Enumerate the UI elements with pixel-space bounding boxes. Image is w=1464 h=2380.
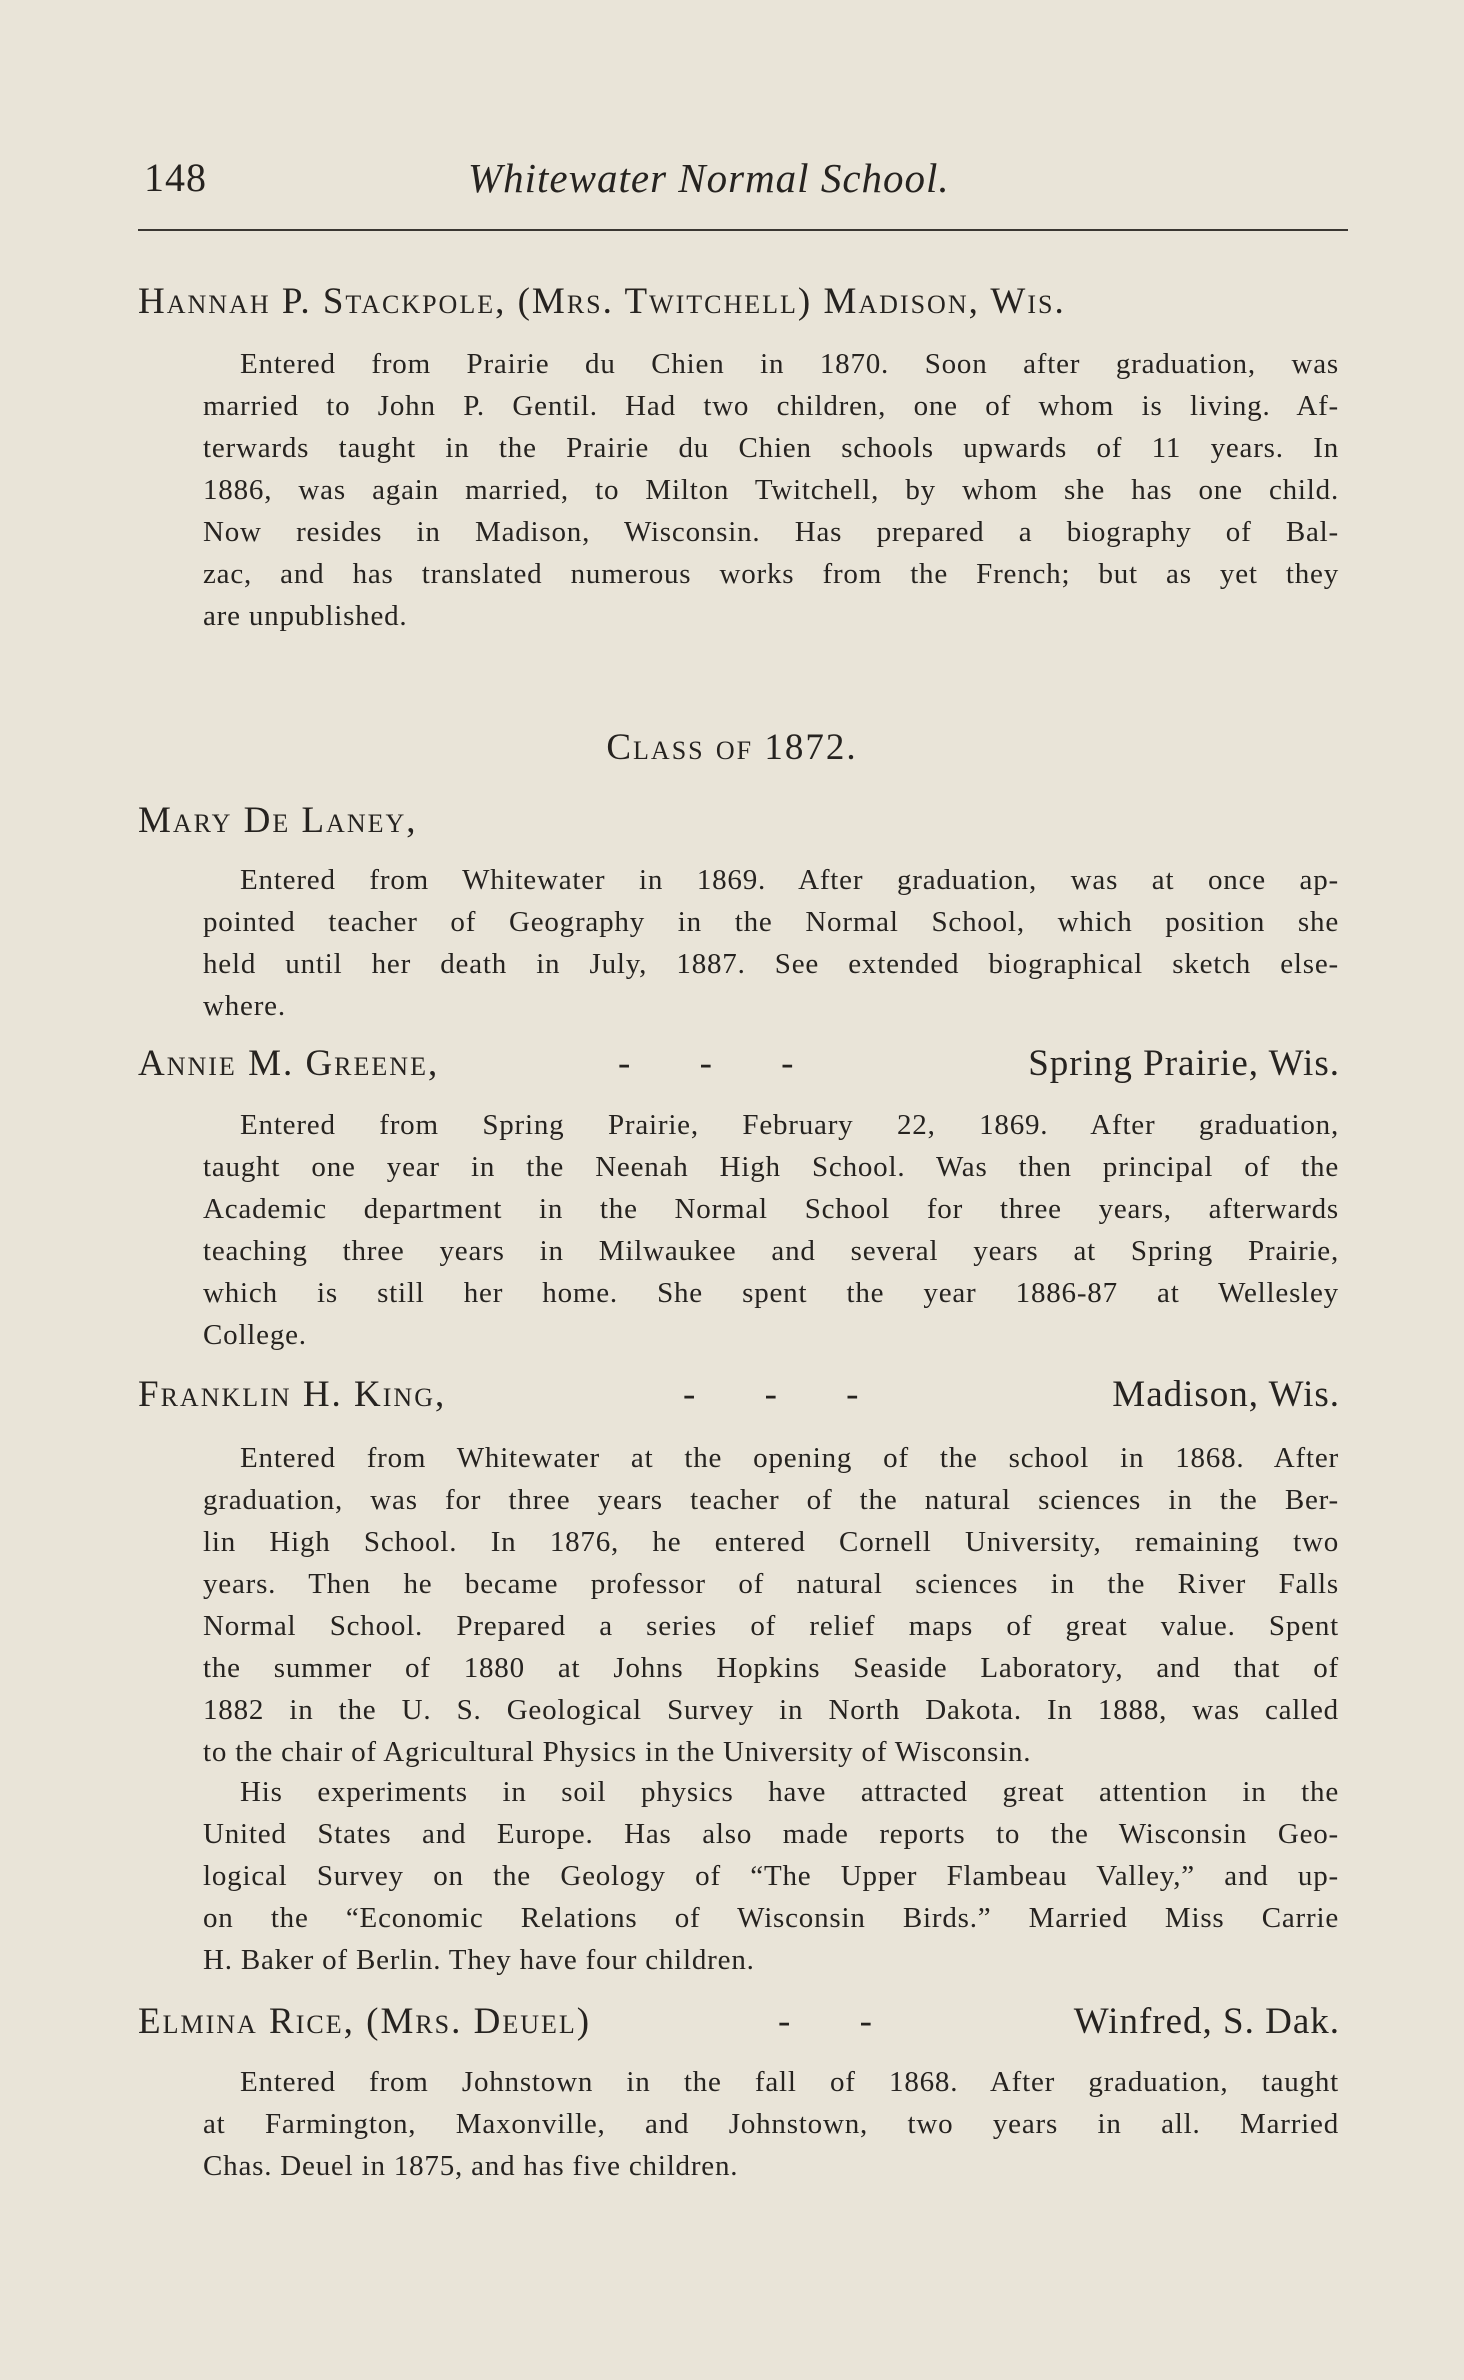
entry-name: Hannah P. Stackpole, (Mrs. Twitchell) Madison, Wis. — [138, 281, 1066, 322]
entry-paragraph-king — [203, 1437, 1339, 1773]
paragraph-line: College. — [203, 1319, 307, 1351]
paragraph-line: Entered from Whitewater at the opening of the school in 1868. After — [240, 1442, 1339, 1474]
entry-paragraph-de-laney — [203, 859, 1339, 1027]
paragraph-line: His experiments in soil physics have attracted great attention in the — [240, 1776, 1339, 1808]
entry-place: Madison, Wis. — [1112, 1374, 1340, 1415]
entry-heading-greene — [138, 1042, 1340, 1094]
page-number: 148 — [144, 155, 207, 200]
entry-name: Franklin H. King, — [138, 1374, 447, 1415]
paragraph-line: Chas. Deuel in 1875, and has five children. — [203, 2150, 739, 2182]
entry-name: Mary De Laney, — [138, 800, 418, 841]
entry-name: Elmina Rice, (Mrs. Deuel) — [138, 2001, 592, 2042]
paragraph-line: Entered from Whitewater in 1869. After graduation, was at once ap- — [240, 864, 1339, 896]
paragraph-line: years. Then he became professor of natural sciences in the River Falls — [203, 1568, 1339, 1600]
entry-paragraph-greene — [203, 1104, 1339, 1356]
paragraph-line: 1886, was again married, to Milton Twitchell, by whom she has one child. — [203, 474, 1339, 506]
paragraph-line: married to John P. Gentil. Had two children, one of whom is living. Af- — [203, 390, 1339, 422]
entry-paragraph-king-2 — [203, 1771, 1339, 1981]
paragraph-line: taught one year in the Neenah High School. Was then principal of the — [203, 1151, 1339, 1183]
paragraph-line: Now resides in Madison, Wisconsin. Has prepared a biography of Bal- — [203, 516, 1339, 548]
running-head — [138, 150, 1348, 210]
paragraph-line: logical Survey on the Geology of “The Upper Flambeau Valley,” and up- — [203, 1860, 1339, 1892]
paragraph-line: the summer of 1880 at Johns Hopkins Seaside Laboratory, and that of — [203, 1652, 1339, 1684]
entry-dashes: - - - — [683, 1374, 861, 1415]
paragraph-line: held until her death in July, 1887. See extended biographical sketch else- — [203, 948, 1339, 980]
head-rule — [138, 229, 1348, 231]
paragraph-line: terwards taught in the Prairie du Chien schools upwards of 11 years. In — [203, 432, 1339, 464]
paragraph-line: zac, and has translated numerous works from the French; but as yet they — [203, 558, 1339, 590]
paragraph-line: Normal School. Prepared a series of relief maps of great value. Spent — [203, 1610, 1339, 1642]
entry-place: Spring Prairie, Wis. — [1028, 1043, 1340, 1084]
paragraph-line: Academic department in the Normal School for three years, afterwards — [203, 1193, 1339, 1225]
paragraph-line: to the chair of Agricultural Physics in the University of Wisconsin. — [203, 1736, 1032, 1768]
entry-heading-king — [138, 1373, 1340, 1425]
class-heading: Class of 1872. — [606, 727, 858, 768]
paragraph-line: lin High School. In 1876, he entered Cornell University, remaining two — [203, 1526, 1339, 1558]
paragraph-line: Entered from Prairie du Chien in 1870. Soon after graduation, was — [240, 348, 1339, 380]
running-title: Whitewater Normal School. — [468, 155, 950, 201]
entry-heading-rice — [138, 2000, 1340, 2052]
paragraph-line: teaching three years in Milwaukee and several years at Spring Prairie, — [203, 1235, 1339, 1267]
paragraph-line: H. Baker of Berlin. They have four children. — [203, 1944, 755, 1976]
entry-paragraph-rice — [203, 2061, 1339, 2187]
paragraph-line: pointed teacher of Geography in the Normal School, which position she — [203, 906, 1339, 938]
entry-heading-de-laney — [138, 799, 1340, 851]
paragraph-line: at Farmington, Maxonville, and Johnstown, two years in all. Married — [203, 2108, 1339, 2140]
entry-heading-stackpole — [138, 280, 1340, 332]
paragraph-line: Entered from Spring Prairie, February 22, 1869. After graduation, — [240, 1109, 1339, 1141]
entry-dashes: - - - — [618, 1043, 796, 1084]
paragraph-line: where. — [203, 990, 286, 1022]
entry-name: Annie M. Greene, — [138, 1043, 440, 1084]
paragraph-line: are unpublished. — [203, 600, 408, 632]
paragraph-line: 1882 in the U. S. Geological Survey in North Dakota. In 1888, was called — [203, 1694, 1339, 1726]
entry-dashes: - - — [778, 2001, 874, 2042]
paragraph-line: on the “Economic Relations of Wisconsin Birds.” Married Miss Carrie — [203, 1902, 1339, 1934]
entry-paragraph-stackpole — [203, 343, 1339, 637]
paragraph-line: United States and Europe. Has also made reports to the Wisconsin Geo- — [203, 1818, 1339, 1850]
paragraph-line: Entered from Johnstown in the fall of 1868. After graduation, taught — [240, 2066, 1339, 2098]
paragraph-line: which is still her home. She spent the year 1886-87 at Wellesley — [203, 1277, 1339, 1309]
entry-place: Winfred, S. Dak. — [1073, 2001, 1340, 2042]
paragraph-line: graduation, was for three years teacher of the natural sciences in the Ber- — [203, 1484, 1339, 1516]
